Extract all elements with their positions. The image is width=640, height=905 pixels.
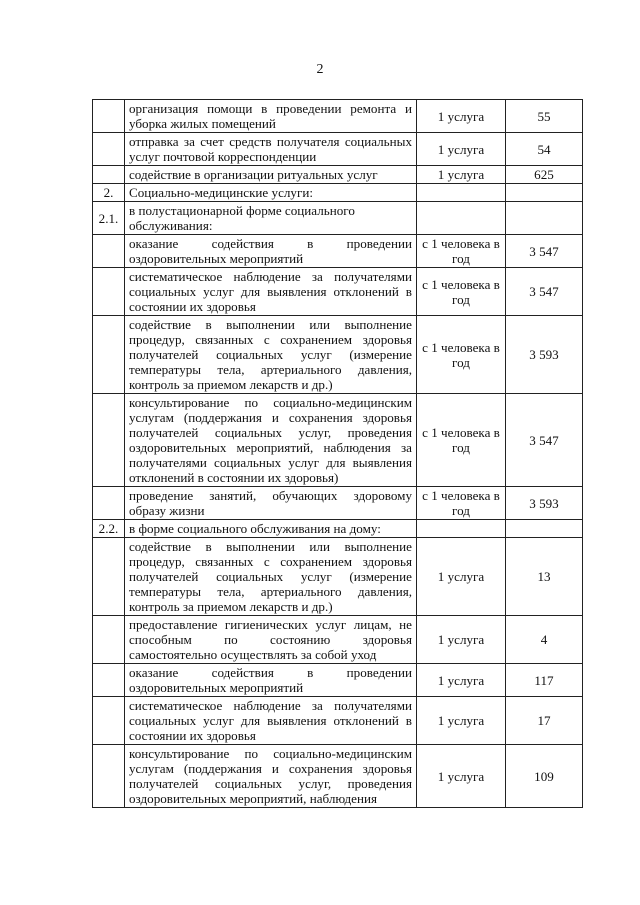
- service-unit: с 1 человека в год: [417, 268, 506, 316]
- service-unit: с 1 человека в год: [417, 316, 506, 394]
- section-title: в полустационарной форме социального обслуживания:: [125, 202, 417, 235]
- service-tariff: 3 547: [506, 268, 583, 316]
- service-unit: 1 услуга: [417, 100, 506, 133]
- row-number: [93, 133, 125, 166]
- table-row: [93, 133, 583, 166]
- table-row: [93, 394, 583, 487]
- service-unit: с 1 человека в год: [417, 394, 506, 487]
- section-row: [93, 520, 583, 538]
- service-tariff: 13: [506, 538, 583, 616]
- row-number: [93, 697, 125, 745]
- table-row: [93, 487, 583, 520]
- service-name: предоставление гигиенических услуг лицам, не способным по состоянию здоровья самостоятельно осуществлять за собой уход: [125, 616, 417, 664]
- table-row: [93, 745, 583, 808]
- service-name: систематическое наблюдение за получателями социальных услуг для выявления отклонений в состоянии их здоровья: [125, 697, 417, 745]
- table-row: [93, 268, 583, 316]
- row-number: [93, 616, 125, 664]
- row-number: [93, 100, 125, 133]
- service-tariff: 4: [506, 616, 583, 664]
- table-row: [93, 538, 583, 616]
- service-tariff: 117: [506, 664, 583, 697]
- service-unit: [417, 520, 506, 538]
- service-tariff: [506, 202, 583, 235]
- service-unit: 1 услуга: [417, 664, 506, 697]
- section-title: в форме социального обслуживания на дому:: [125, 520, 417, 538]
- service-unit: с 1 человека в год: [417, 487, 506, 520]
- service-name: систематическое наблюдение за получателями социальных услуг для выявления отклонений в состоянии их здоровья: [125, 268, 417, 316]
- row-number: [93, 316, 125, 394]
- service-tariff: [506, 184, 583, 202]
- table-row: [93, 664, 583, 697]
- service-name: содействие в выполнении или выполнение процедур, связанных с сохранением здоровья получателей социальных услуг (измерение температуры тела, артериального давления, контроль за приемом лекарств и др.): [125, 316, 417, 394]
- service-unit: с 1 человека в год: [417, 235, 506, 268]
- row-number: [93, 745, 125, 808]
- row-number: 2.: [93, 184, 125, 202]
- table-row: [93, 616, 583, 664]
- row-number: 2.1.: [93, 202, 125, 235]
- service-name: оказание содействия в проведении оздоровительных мероприятий: [125, 235, 417, 268]
- section-row: [93, 184, 583, 202]
- section-title: Социально-медицинские услуги:: [125, 184, 417, 202]
- table-row: [93, 697, 583, 745]
- service-name: проведение занятий, обучающих здоровому образу жизни: [125, 487, 417, 520]
- table-row: [93, 166, 583, 184]
- service-tariff: 625: [506, 166, 583, 184]
- row-number: [93, 235, 125, 268]
- service-name: содействие в организации ритуальных услуг: [125, 166, 417, 184]
- service-name: отправка за счет средств получателя социальных услуг почтовой корреспонденции: [125, 133, 417, 166]
- page-number: 2: [316, 62, 324, 77]
- service-name: консультирование по социально-медицинским услугам (поддержания и сохранения здоровья получателей социальных услуг, проведения оздоровительных мероприятий, наблюдения: [125, 745, 417, 808]
- service-tariff: 3 593: [506, 487, 583, 520]
- service-name: организация помощи в проведении ремонта и уборка жилых помещений: [125, 100, 417, 133]
- service-unit: 1 услуга: [417, 538, 506, 616]
- row-number: 2.2.: [93, 520, 125, 538]
- services-tariff-table: [92, 99, 583, 808]
- service-name: содействие в выполнении или выполнение процедур, связанных с сохранением здоровья получателей социальных услуг (измерение температуры тела, артериального давления, контроль за приемом лекарств и др.): [125, 538, 417, 616]
- service-tariff: 17: [506, 697, 583, 745]
- service-tariff: 55: [506, 100, 583, 133]
- row-number: [93, 166, 125, 184]
- row-number: [93, 268, 125, 316]
- service-tariff: 3 593: [506, 316, 583, 394]
- row-number: [93, 538, 125, 616]
- service-unit: 1 услуга: [417, 697, 506, 745]
- service-tariff: 109: [506, 745, 583, 808]
- section-row: [93, 202, 583, 235]
- service-unit: 1 услуга: [417, 166, 506, 184]
- service-tariff: [506, 520, 583, 538]
- service-name: консультирование по социально-медицинским услугам (поддержания и сохранения здоровья получателей социальных услуг, проведения оздоровительных мероприятий, наблюдения за получателями социальных услуг для выявления отклонений в состоянии их здоровья): [125, 394, 417, 487]
- service-unit: [417, 202, 506, 235]
- row-number: [93, 394, 125, 487]
- row-number: [93, 487, 125, 520]
- service-unit: 1 услуга: [417, 133, 506, 166]
- service-unit: [417, 184, 506, 202]
- service-tariff: 3 547: [506, 394, 583, 487]
- service-tariff: 3 547: [506, 235, 583, 268]
- service-name: оказание содействия в проведении оздоровительных мероприятий: [125, 664, 417, 697]
- row-number: [93, 664, 125, 697]
- service-unit: 1 услуга: [417, 745, 506, 808]
- service-unit: 1 услуга: [417, 616, 506, 664]
- table-row: [93, 316, 583, 394]
- table-row: [93, 100, 583, 133]
- service-tariff: 54: [506, 133, 583, 166]
- table-row: [93, 235, 583, 268]
